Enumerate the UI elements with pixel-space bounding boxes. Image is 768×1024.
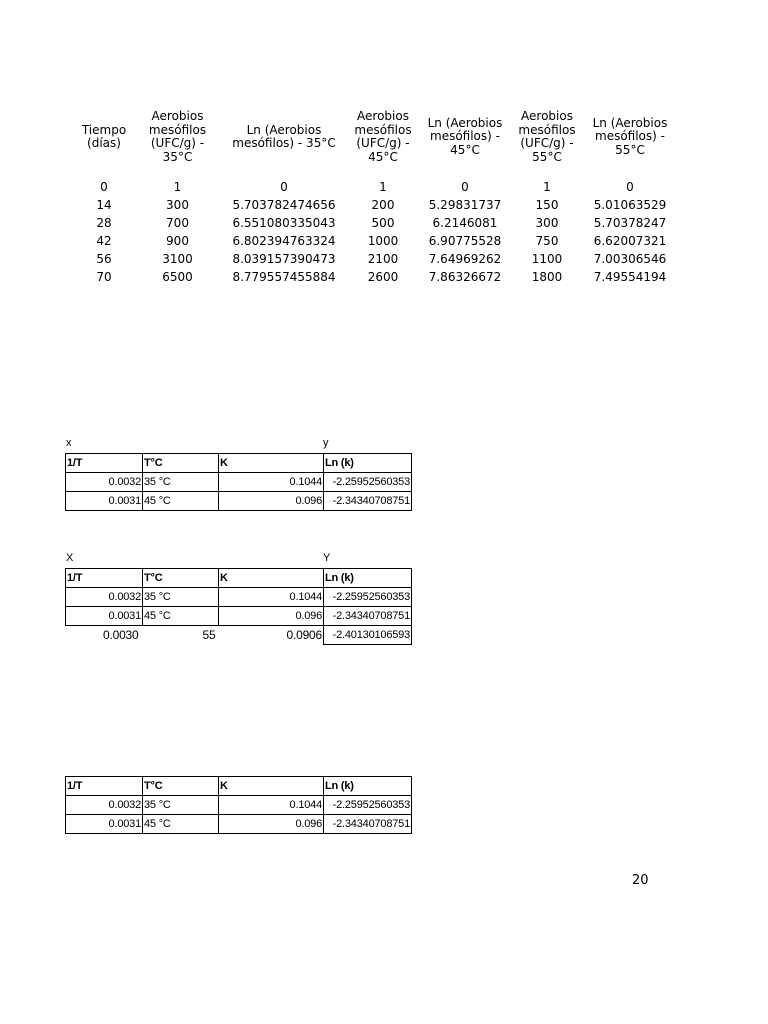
cell: 8.779557455884 — [232, 270, 336, 284]
cell: 7.86326672 — [428, 270, 502, 284]
header-temperature: T°C — [143, 569, 219, 588]
cell: 900 — [166, 234, 189, 248]
header-k: K — [219, 454, 324, 473]
table-row — [78, 214, 673, 232]
cell: -2.34340708751 — [324, 815, 412, 834]
cell: 0.1044 — [219, 796, 324, 815]
cell: 6.62007321 — [593, 234, 667, 248]
cell: 2100 — [367, 252, 399, 266]
table-row — [66, 492, 412, 511]
y-axis-label: y — [323, 437, 329, 449]
cell: -2.34340708751 — [324, 492, 412, 511]
cell: 0.0906 — [286, 628, 322, 643]
cell: 6.90775528 — [428, 234, 502, 248]
cell: -2.40130106593 — [324, 626, 412, 645]
header-ln-35: Ln (Aerobios mesófilos) - 35°C — [232, 122, 336, 150]
header-aerobios-45: Aerobios mesófilos (UFC/g) - 45°C — [354, 109, 412, 164]
table-row-extra — [66, 626, 412, 645]
cell: 1100 — [531, 252, 563, 266]
table-row — [78, 250, 673, 268]
table-row — [78, 196, 673, 214]
arrhenius-table-a — [65, 453, 412, 511]
header-k: K — [219, 777, 324, 796]
cell: 5.70378247 — [593, 216, 667, 230]
table-row — [66, 607, 412, 626]
cell: 0.0031 — [66, 815, 143, 834]
cell: 8.039157390473 — [232, 252, 336, 266]
cell: 500 — [371, 216, 395, 230]
cell: 28 — [96, 216, 112, 230]
growth-header-row — [78, 108, 673, 166]
cell: 70 — [96, 270, 112, 284]
cell: 6.2146081 — [432, 216, 498, 230]
header-temperature: T°C — [143, 777, 219, 796]
cell: 2600 — [367, 270, 399, 284]
grid-header-row — [66, 569, 412, 588]
table-row — [66, 815, 412, 834]
cell: 700 — [166, 216, 189, 230]
cell: 5.703782474656 — [232, 198, 336, 212]
header-ln-k: Ln (k) — [324, 777, 412, 796]
x-axis-label: X — [66, 552, 74, 564]
cell: 35 °C — [143, 796, 219, 815]
cell: 14 — [96, 198, 112, 212]
cell: 56 — [96, 252, 112, 266]
header-aerobios-35: Aerobios mesófilos (UFC/g) - 35°C — [148, 109, 207, 164]
table-row — [66, 796, 412, 815]
cell: 45 °C — [143, 815, 219, 834]
cell: 0 — [626, 180, 634, 194]
cell: 7.00306546 — [593, 252, 667, 266]
header-ln-45: Ln (Aerobios mesófilos) - 45°C — [427, 115, 503, 157]
cell: 0.0032 — [66, 588, 143, 607]
cell: 0.0030 — [102, 628, 139, 643]
grid-header-row — [66, 454, 412, 473]
cell: 1000 — [367, 234, 399, 248]
cell: 300 — [166, 198, 189, 212]
cell: 0.096 — [219, 815, 324, 834]
header-aerobios-55: Aerobios mesófilos (UFC/g) - 55°C — [518, 109, 576, 164]
header-ln-k: Ln (k) — [324, 454, 412, 473]
cell: 750 — [535, 234, 559, 248]
spacer-row — [78, 166, 673, 178]
arrhenius-table-b — [65, 568, 412, 645]
header-inverse-t: 1/T — [66, 777, 143, 796]
cell: 0 — [100, 180, 108, 194]
cell: 300 — [535, 216, 559, 230]
cell: 0.096 — [219, 607, 324, 626]
table-row — [66, 473, 412, 492]
cell: 1 — [173, 180, 182, 194]
cell: 5.01063529 — [593, 198, 667, 212]
header-temperature: T°C — [143, 454, 219, 473]
cell: 1 — [379, 180, 387, 194]
header-ln-k: Ln (k) — [324, 569, 412, 588]
header-inverse-t: 1/T — [66, 454, 143, 473]
growth-data-table — [78, 108, 673, 286]
cell: 5.29831737 — [428, 198, 502, 212]
cell: -2.25952560353 — [324, 588, 412, 607]
cell: 45 °C — [143, 607, 219, 626]
cell: 6.802394763324 — [232, 234, 336, 248]
cell: -2.25952560353 — [324, 796, 412, 815]
table-row — [66, 588, 412, 607]
cell: 150 — [535, 198, 559, 212]
table-row — [78, 178, 673, 196]
cell: -2.25952560353 — [324, 473, 412, 492]
cell: 0.1044 — [219, 473, 324, 492]
cell: 45 °C — [143, 492, 219, 511]
header-ln-55: Ln (Aerobios mesófilos) - 55°C — [592, 115, 668, 157]
cell: 0.096 — [219, 492, 324, 511]
cell: 0.1044 — [219, 588, 324, 607]
cell: 7.64969262 — [428, 252, 502, 266]
cell: 6.551080335043 — [232, 216, 336, 230]
page-number: 20 — [632, 873, 649, 888]
cell: 6500 — [162, 270, 193, 284]
header-inverse-t: 1/T — [66, 569, 143, 588]
cell: 1 — [543, 180, 551, 194]
cell: 0.0032 — [66, 796, 143, 815]
cell: -2.34340708751 — [324, 607, 412, 626]
grid-header-row — [66, 777, 412, 796]
header-tiempo: Tiempo (días) — [81, 122, 127, 150]
table-row — [78, 268, 673, 286]
cell: 35 °C — [143, 473, 219, 492]
cell: 1800 — [531, 270, 563, 284]
x-axis-label: x — [66, 437, 72, 449]
cell: 0.0031 — [66, 607, 143, 626]
cell: 55 — [202, 628, 216, 643]
cell: 0 — [280, 180, 288, 194]
cell: 200 — [371, 198, 395, 212]
y-axis-label: Y — [323, 552, 331, 564]
cell: 3100 — [162, 252, 193, 266]
cell: 0 — [461, 180, 469, 194]
header-k: K — [219, 569, 324, 588]
cell: 0.0032 — [66, 473, 143, 492]
table-row — [78, 232, 673, 250]
cell: 35 °C — [143, 588, 219, 607]
cell: 42 — [96, 234, 112, 248]
cell: 7.49554194 — [593, 270, 667, 284]
cell: 0.0031 — [66, 492, 143, 511]
arrhenius-table-c — [65, 776, 412, 834]
